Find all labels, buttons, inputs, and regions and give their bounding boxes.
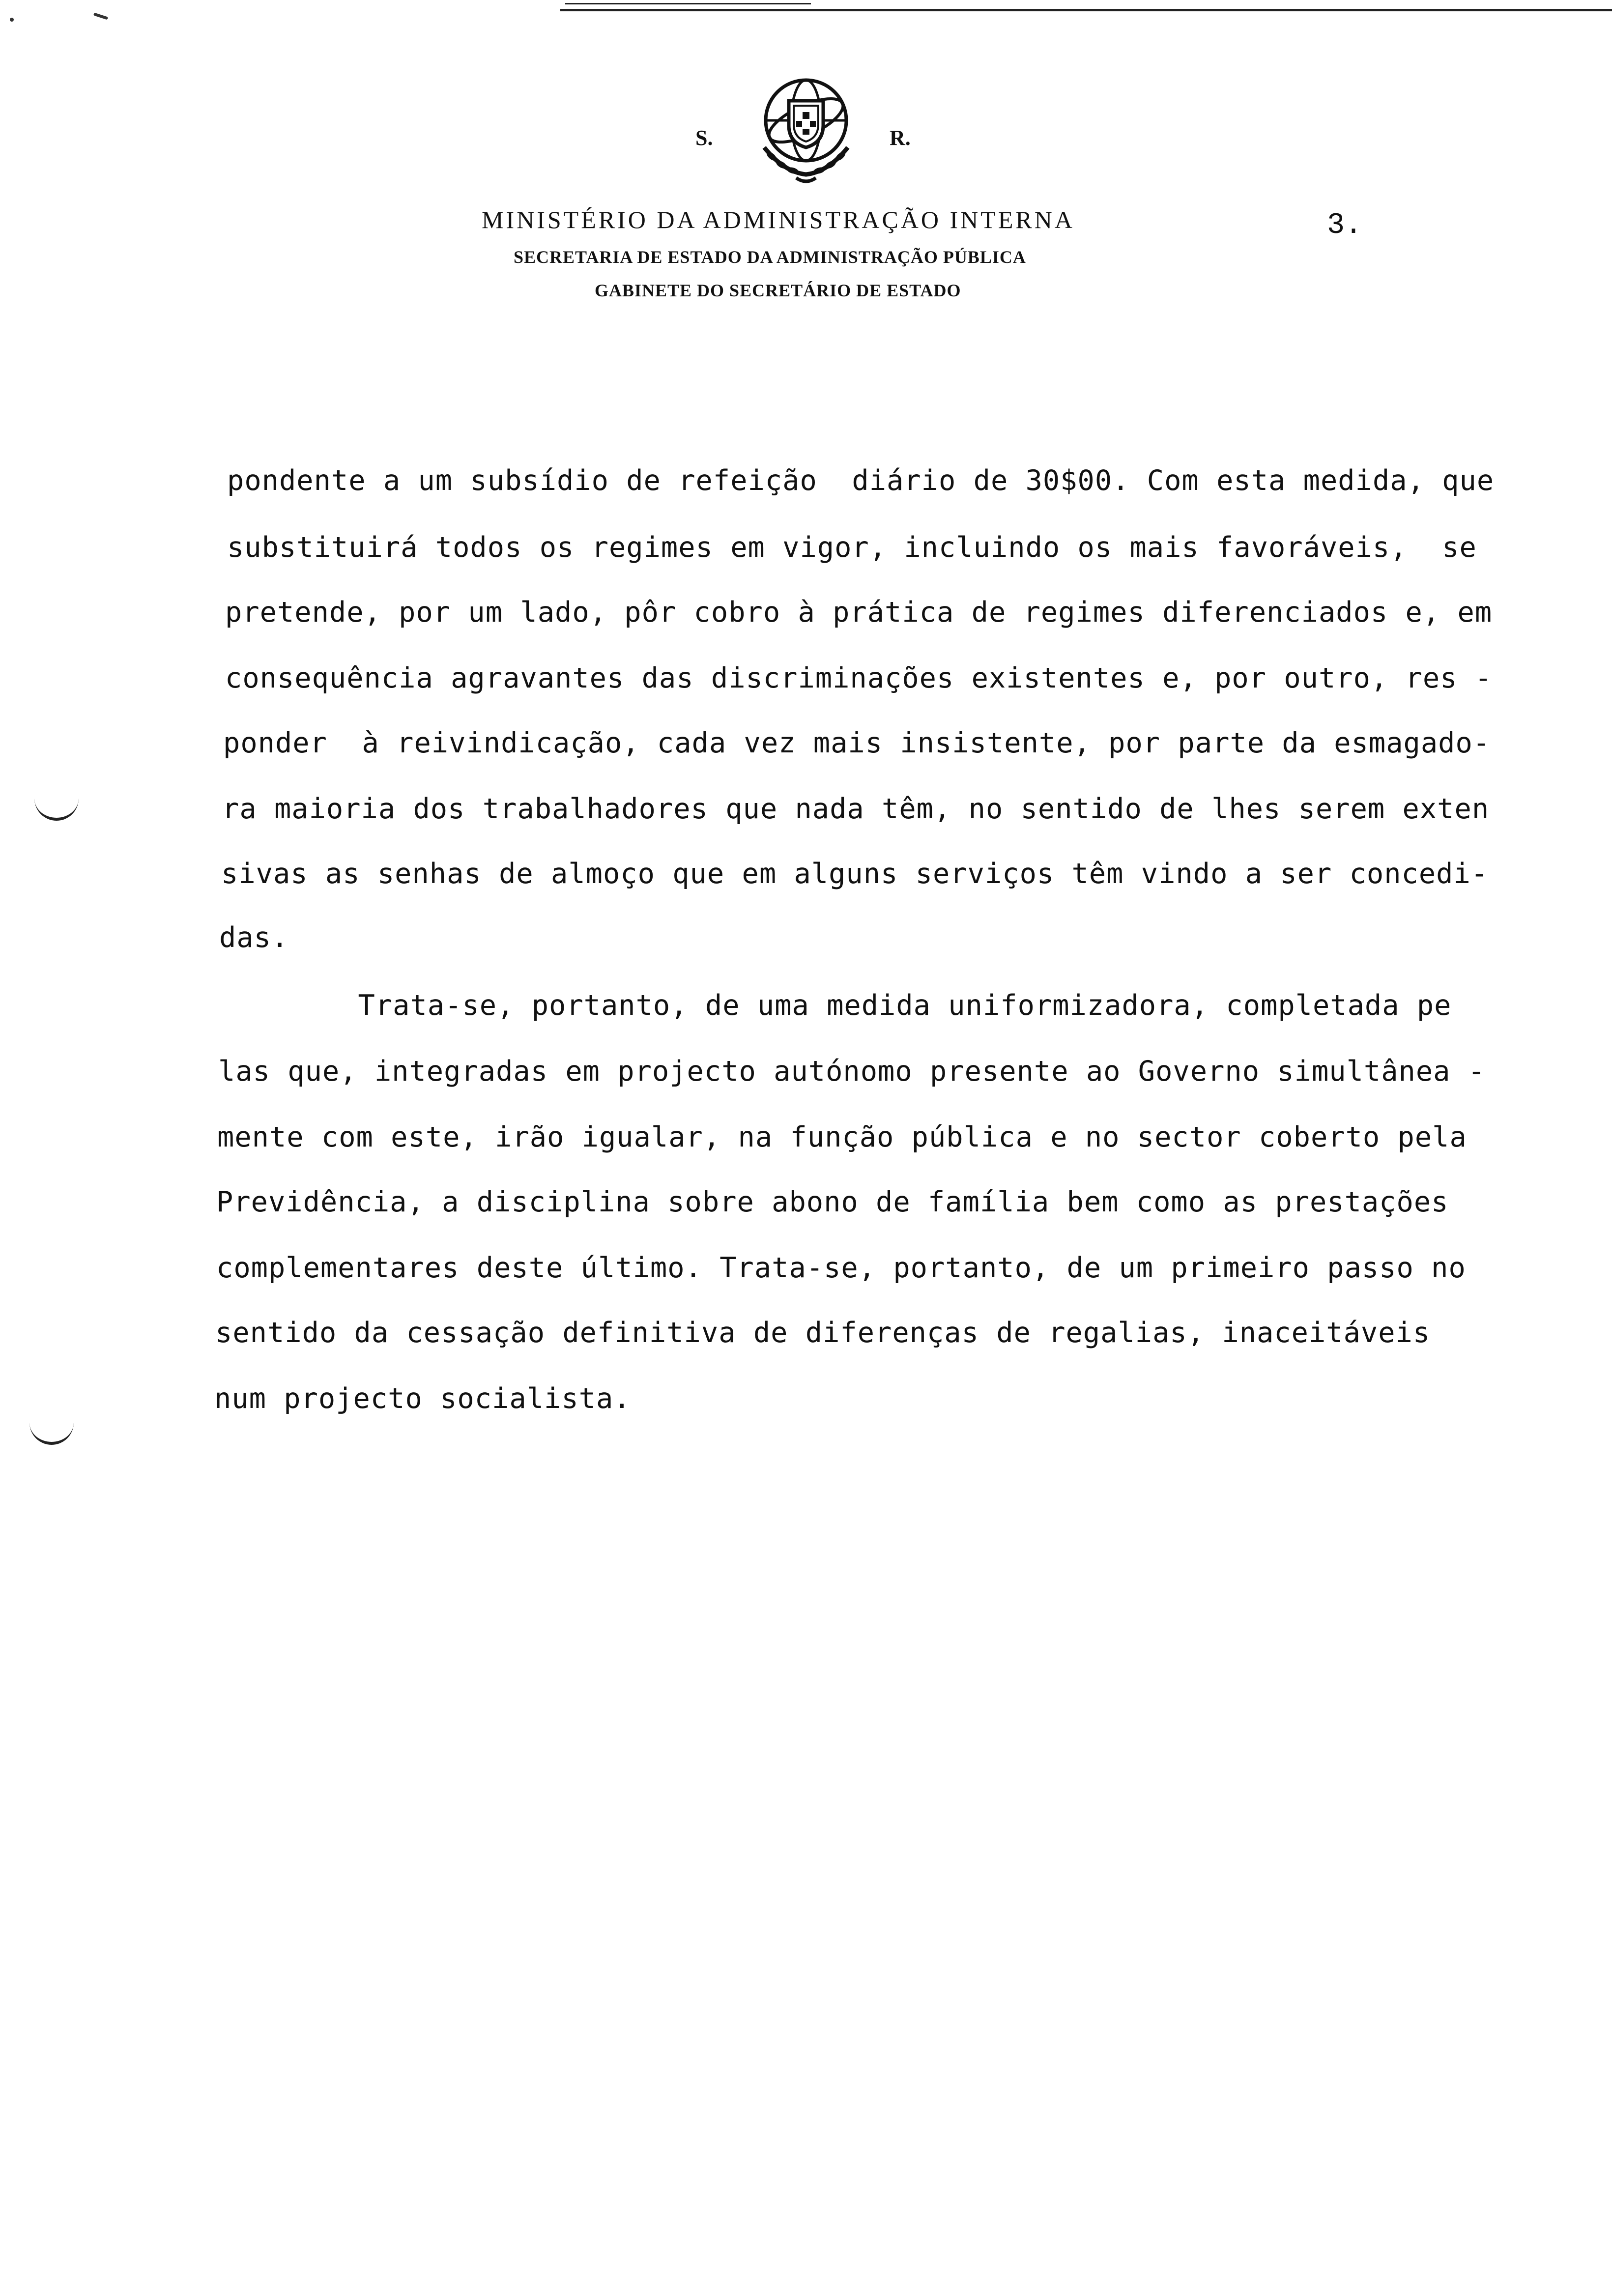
body-line: complementares deste último. Trata-se, portanto, de um primeiro passo no <box>216 1252 1466 1284</box>
body-line: sivas as senhas de almoço que em alguns serviços têm vindo a ser concedi- <box>221 858 1489 890</box>
body-line: las que, integradas em projecto autónomo presente ao Governo simultânea - <box>218 1055 1486 1088</box>
body-line: sentido da cessação definitiva de diferenças de regalias, inaceitáveis <box>215 1317 1431 1349</box>
body-line: Trata-se, portanto, de uma medida uniformizadora, completada pe <box>219 989 1452 1022</box>
body-line: num projecto socialista. <box>214 1382 631 1415</box>
margin-mark <box>29 1420 74 1445</box>
secretaria-name: SECRETARIA DE ESTADO DA ADMINISTRAÇÃO PÚBLICA <box>514 247 1026 267</box>
seal-letter-right: R. <box>890 126 911 150</box>
ministry-name: MINISTÉRIO DA ADMINISTRAÇÃO INTERNA <box>482 206 1075 233</box>
gabinete-name: GABINETE DO SECRETÁRIO DE ESTADO <box>595 281 961 300</box>
body-line: substituirá todos os regimes em vigor, incluindo os mais favoráveis, se <box>227 531 1477 564</box>
margin-mark <box>34 796 79 821</box>
body-line: Previdência, a disciplina sobre abono de família bem como as prestações <box>216 1186 1449 1218</box>
body-line: ponder à reivindicação, cada vez mais insistente, por parte da esmagado- <box>223 727 1491 759</box>
body-line: das. <box>219 921 289 954</box>
body-line: pondente a um subsídio de refeição diário de 30$00. Com esta medida, que <box>227 464 1495 497</box>
body-line: consequência agravantes das discriminações existentes e, por outro, res - <box>225 662 1493 694</box>
body-line: pretende, por um lado, pôr cobro à prática de regimes diferenciados e, em <box>225 596 1493 629</box>
body-line: ra maioria dos trabalhadores que nada têm, no sentido de lhes serem exten <box>222 793 1490 825</box>
seal-letter-left: S. <box>695 126 713 150</box>
body-line: mente com este, irão igualar, na função pública e no sector coberto pela <box>217 1121 1467 1153</box>
page-number: 3. <box>1327 209 1363 242</box>
